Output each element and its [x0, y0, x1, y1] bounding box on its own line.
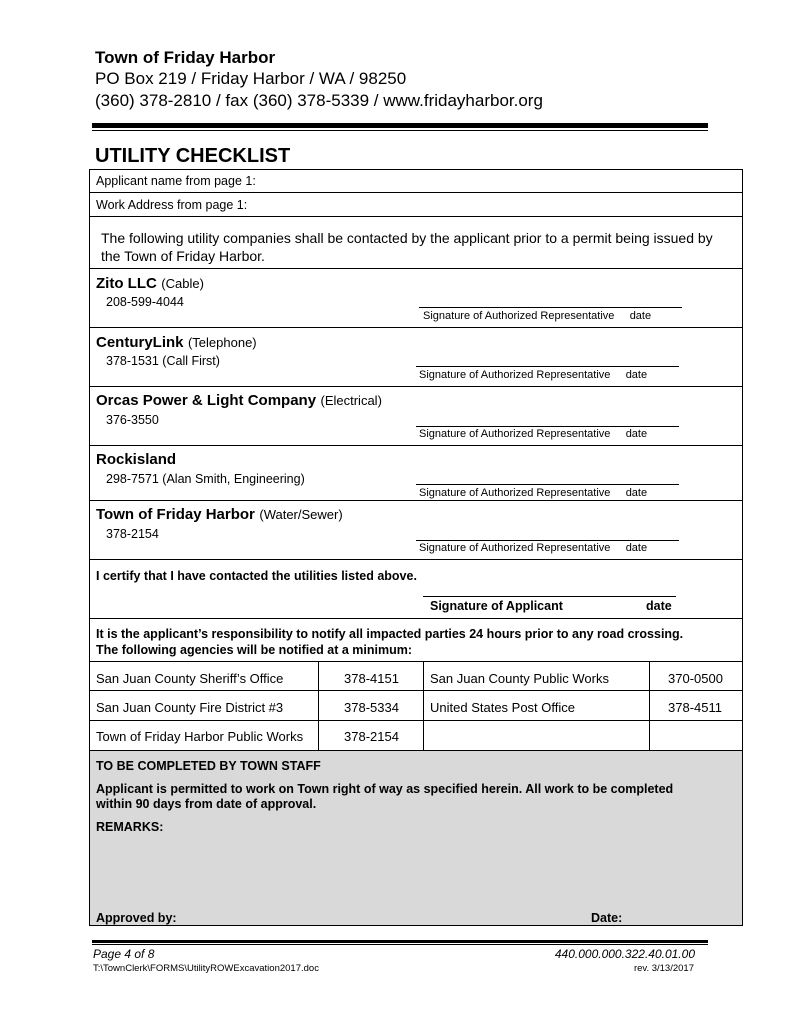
row-divider: [90, 559, 742, 560]
revision-date: rev. 3/13/2017: [633, 963, 694, 974]
utility-signature-line[interactable]: [416, 540, 679, 541]
utility-phone: 378-2154: [106, 527, 159, 541]
utility-signature-line[interactable]: [419, 307, 682, 308]
file-path: T:\TownClerk\FORMS\UtilityROWExcavation2017.doc: [93, 963, 319, 974]
agency-phone: 378-4511: [668, 700, 722, 715]
form-title: UTILITY CHECKLIST: [95, 145, 291, 167]
utility-name-town-water: Town of Friday Harbor (Water/Sewer): [96, 506, 343, 523]
footer-rule: [92, 940, 708, 943]
table-col-divider: [318, 661, 319, 750]
signature-caption: Signature of Authorized Representative date: [423, 310, 652, 322]
org-contact: (360) 378-2810 / fax (360) 378-5339 / www.fridayharbor.org: [95, 91, 543, 110]
agency-name: San Juan County Public Works: [430, 671, 609, 686]
row-divider: [90, 192, 742, 193]
remarks-label: REMARKS:: [96, 820, 164, 834]
row-divider: [90, 327, 742, 328]
signature-caption: Signature of Authorized Representative date: [419, 487, 648, 499]
agency-name: San Juan County Fire District #3: [96, 700, 284, 715]
utility-name-centurylink: CenturyLink (Telephone): [96, 334, 257, 351]
agency-phone: 378-4151: [344, 671, 399, 686]
applicant-signature-label: Signature of Applicant: [430, 599, 563, 613]
certify-text: I certify that I have contacted the utilities listed above.: [96, 569, 417, 583]
signature-caption: Signature of Authorized Representative date: [419, 369, 648, 381]
notify-line-1: It is the applicant’s responsibility to notify all impacted parties 24 hours prior to any road crossing.: [96, 627, 684, 641]
row-divider: [90, 216, 742, 217]
applicant-signature-line[interactable]: [423, 596, 676, 597]
row-divider: [90, 618, 742, 619]
signature-caption: Signature of Authorized Representative date: [419, 542, 648, 554]
staff-permit-line-1: Applicant is permitted to work on Town right of way as specified herein. All work to be completed: [96, 782, 674, 796]
row-divider: [90, 386, 742, 387]
utility-phone: 298-7571 (Alan Smith, Engineering): [106, 472, 305, 486]
org-address: PO Box 219 / Friday Harbor / WA / 98250: [95, 69, 407, 88]
utility-phone: 376-3550: [106, 413, 159, 427]
approved-by-label: Approved by:: [96, 911, 177, 925]
header-rule-thin: [92, 130, 708, 131]
approved-date-label: Date:: [591, 911, 623, 925]
form-frame: [89, 169, 743, 926]
table-row-divider: [90, 690, 742, 691]
account-number: 440.000.000.322.40.01.00: [554, 947, 695, 961]
page-number: Page 4 of 8: [93, 947, 155, 961]
applicant-date-label: date: [646, 599, 672, 613]
work-address-field[interactable]: [260, 196, 736, 214]
intro-line-2: the Town of Friday Harbor.: [101, 248, 265, 264]
signature-caption: Signature of Authorized Representative date: [419, 428, 648, 440]
table-col-divider: [649, 661, 650, 750]
agency-phone: 378-5334: [344, 700, 399, 715]
remarks-field[interactable]: [96, 838, 736, 898]
utility-phone: 378-1531 (Call First): [106, 354, 220, 368]
org-name: Town of Friday Harbor: [95, 48, 276, 67]
row-divider: [90, 445, 742, 446]
agency-phone: 378-2154: [344, 729, 399, 744]
agency-phone: 370-0500: [668, 671, 723, 686]
agency-name: San Juan County Sheriff’s Office: [96, 671, 284, 686]
header-rule: [92, 123, 708, 128]
table-col-divider: [423, 661, 424, 750]
agency-name: United States Post Office: [430, 700, 575, 715]
footer-rule-thin: [92, 944, 708, 945]
staff-permit-line-2: within 90 days from date of approval.: [96, 797, 317, 811]
row-divider: [90, 661, 742, 662]
utility-name-zito: Zito LLC (Cable): [96, 275, 204, 292]
row-divider: [90, 268, 742, 269]
agency-name: Town of Friday Harbor Public Works: [96, 729, 304, 744]
utility-signature-line[interactable]: [416, 366, 679, 367]
staff-heading: TO BE COMPLETED BY TOWN STAFF: [96, 759, 321, 773]
utility-phone: 208-599-4044: [106, 295, 184, 309]
intro-line-1: The following utility companies shall be contacted by the applicant prior to a permit being issued by: [101, 230, 713, 246]
row-divider: [90, 500, 742, 501]
work-address-label: Work Address from page 1:: [96, 198, 248, 212]
utility-signature-line[interactable]: [416, 426, 679, 427]
table-row-divider: [90, 720, 742, 721]
applicant-name-field[interactable]: [260, 172, 736, 190]
utility-name-rockisland: Rockisland: [96, 451, 177, 468]
applicant-name-label: Applicant name from page 1:: [96, 174, 256, 188]
utility-name-opalco: Orcas Power & Light Company (Electrical): [96, 392, 382, 409]
utility-signature-line[interactable]: [416, 484, 679, 485]
notify-line-2: The following agencies will be notified at a minimum:: [96, 643, 413, 657]
